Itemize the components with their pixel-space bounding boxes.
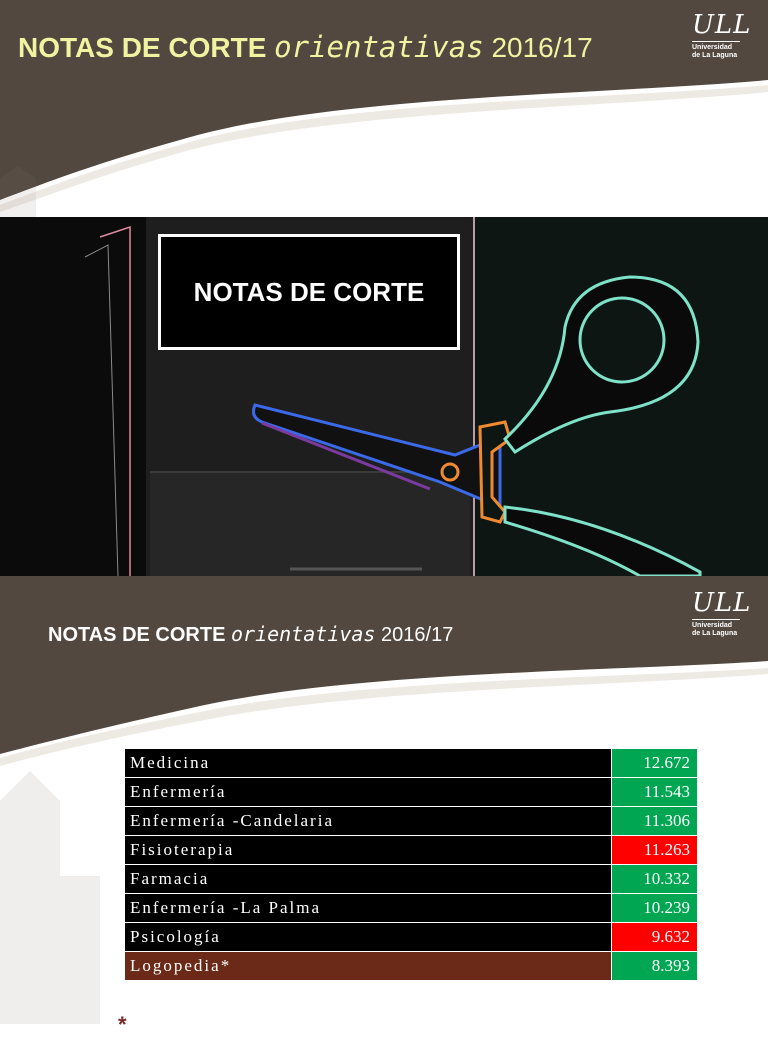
table-row	[125, 778, 698, 807]
table-row-highlighted	[125, 952, 698, 981]
table-row	[125, 894, 698, 923]
degree-name: Enfermería -Candelaria	[125, 807, 612, 836]
building-watermark	[0, 771, 100, 1024]
cutoff-score: 11.543	[612, 778, 698, 807]
cutoff-score: 12.672	[612, 749, 698, 778]
degree-name: Enfermería	[125, 778, 612, 807]
footnote-marker: *	[118, 1012, 127, 1037]
degree-name: Medicina	[125, 749, 612, 778]
degree-name: Farmacia	[125, 865, 612, 894]
table-row	[125, 749, 698, 778]
cutoff-score: 10.332	[612, 865, 698, 894]
image-caption-box: NOTAS DE CORTE	[158, 234, 460, 350]
table-row	[125, 836, 698, 865]
slide-2	[0, 576, 768, 1037]
cutoff-score: 11.263	[612, 836, 698, 865]
slide-title: NOTAS DE CORTE orientativas 2016/17	[18, 30, 593, 64]
degree-name: Enfermería -La Palma	[125, 894, 612, 923]
ull-logo: ULL Universidad de La Laguna	[692, 10, 752, 59]
degree-name: Psicología	[125, 923, 612, 952]
degree-name: Fisioterapia	[125, 836, 612, 865]
cutoff-score: 10.239	[612, 894, 698, 923]
table-row	[125, 923, 698, 952]
cutoff-score: 9.632	[612, 923, 698, 952]
table-row	[125, 865, 698, 894]
cutoff-score: 11.306	[612, 807, 698, 836]
cutoff-score: 8.393	[612, 952, 698, 981]
cutoff-scores-table	[124, 748, 698, 981]
ull-logo: ULL Universidad de La Laguna	[692, 588, 752, 637]
degree-name: Logopedia*	[125, 952, 612, 981]
slide-title: NOTAS DE CORTE orientativas 2016/17	[48, 622, 454, 646]
table-row	[125, 807, 698, 836]
